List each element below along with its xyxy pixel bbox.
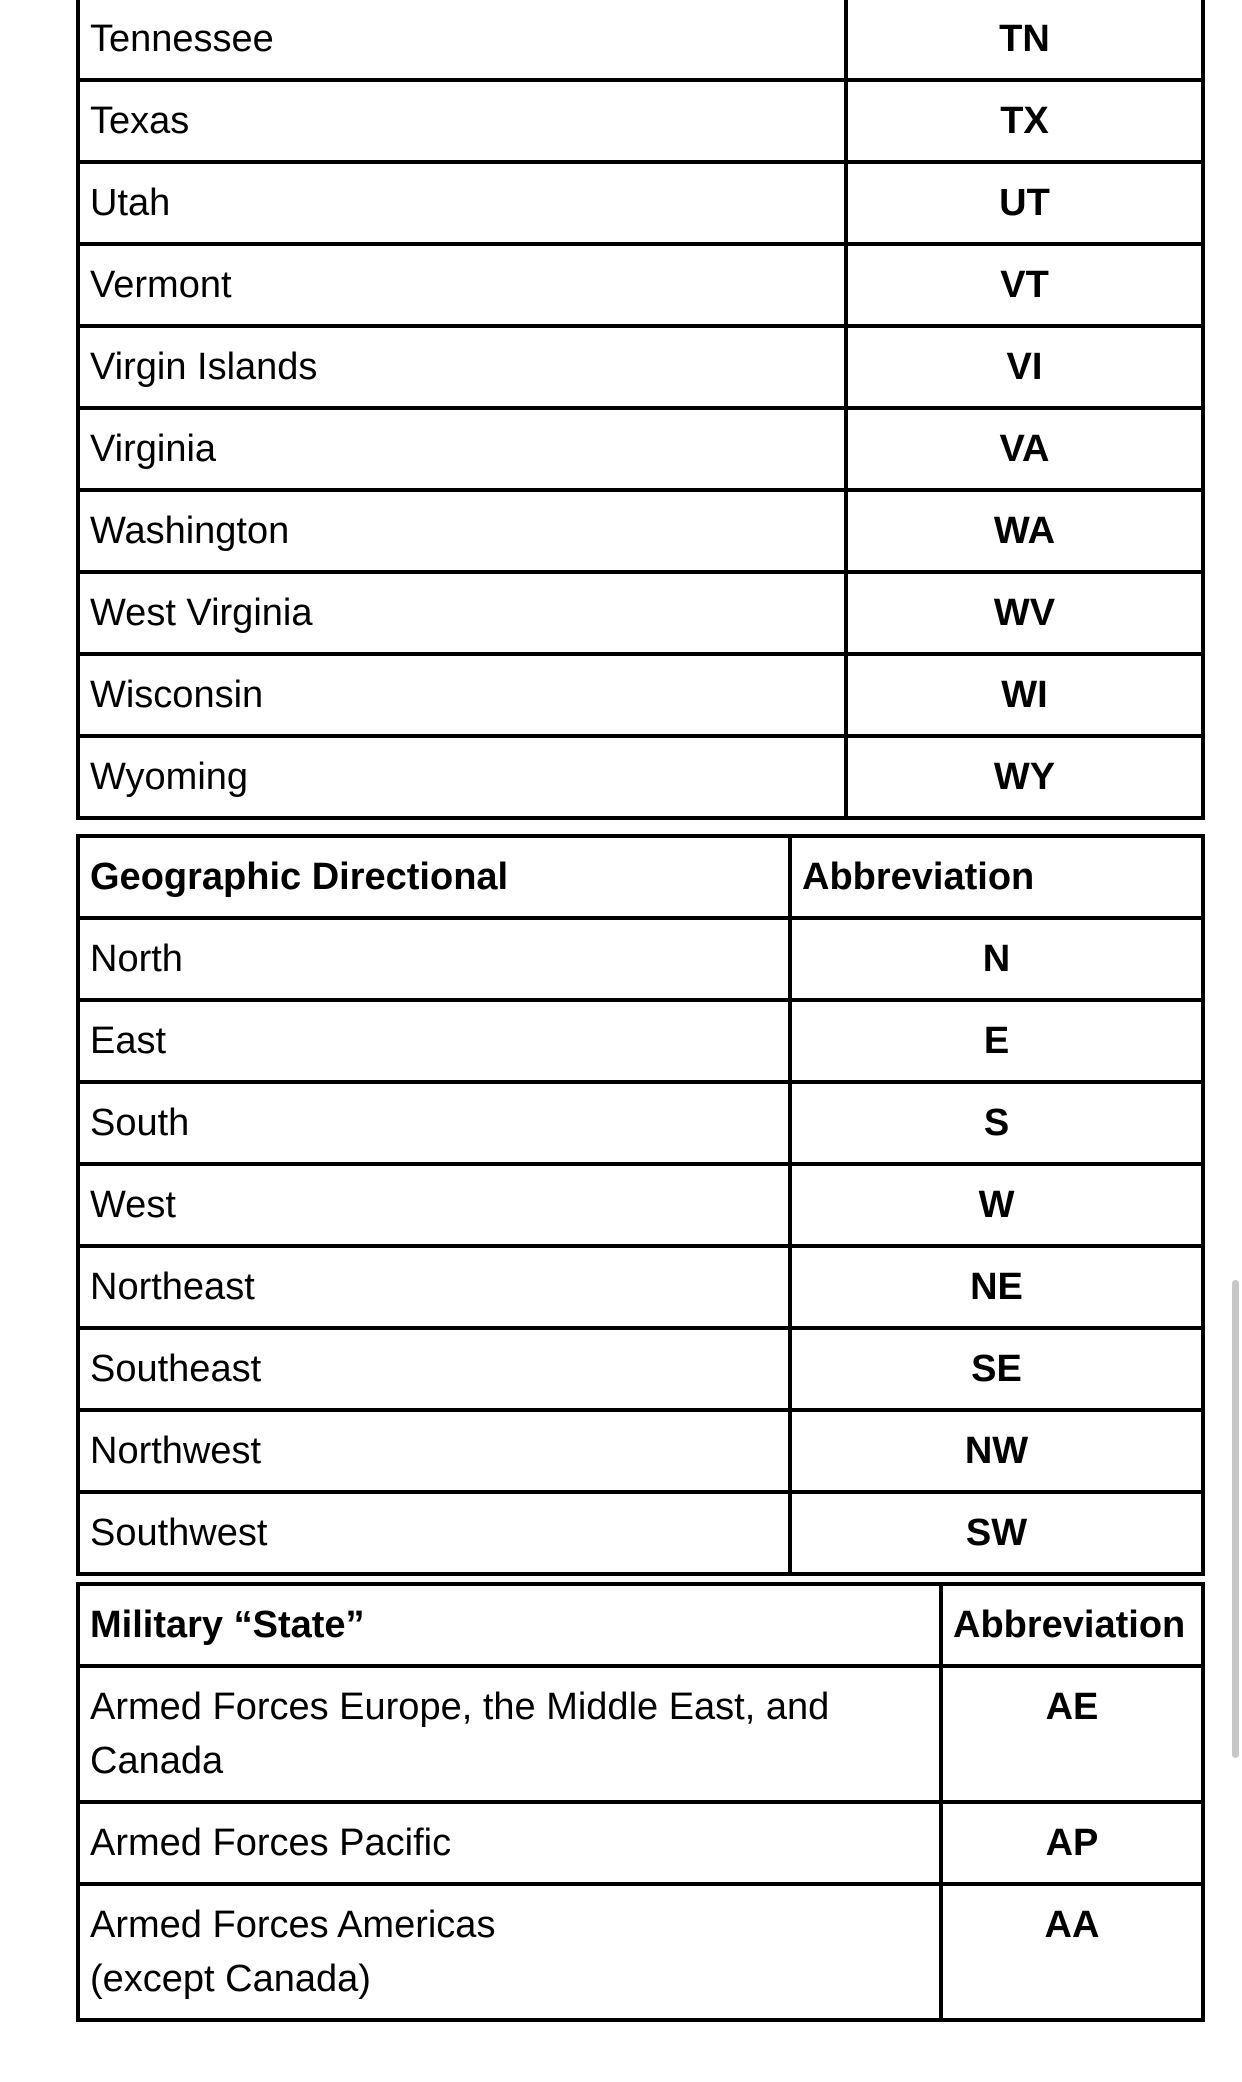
scrollbar[interactable]: [1232, 1280, 1239, 1758]
military-state-header: Military “State”: [78, 1584, 941, 1666]
direction-abbr-cell: N: [790, 918, 1203, 1000]
direction-abbr-cell: E: [790, 1000, 1203, 1082]
state-name-cell: Tennessee: [78, 0, 846, 80]
state-abbr-cell: TX: [846, 80, 1203, 162]
direction-name-cell: Northeast: [78, 1246, 790, 1328]
table-row: [78, 408, 1203, 490]
direction-name-cell: West: [78, 1164, 790, 1246]
direction-abbr-cell: SW: [790, 1492, 1203, 1574]
state-name-cell: Vermont: [78, 244, 846, 326]
military-name-line: Armed Forces Americas: [90, 1904, 496, 1946]
states-table: [76, 0, 1205, 820]
table-row: [78, 1082, 1203, 1164]
state-name-cell: Washington: [78, 490, 846, 572]
table-row: [78, 1328, 1203, 1410]
direction-abbr-cell: W: [790, 1164, 1203, 1246]
table-row: [78, 736, 1203, 818]
table-row: [78, 80, 1203, 162]
direction-name-cell: East: [78, 1000, 790, 1082]
table-row: [78, 0, 1203, 80]
military-name-cell: [78, 1884, 941, 2020]
direction-name-cell: Northwest: [78, 1410, 790, 1492]
table-row: [78, 654, 1203, 736]
state-abbr-cell: TN: [846, 0, 1203, 80]
state-abbr-cell: VI: [846, 326, 1203, 408]
table-row: [78, 1492, 1203, 1574]
table-row: [78, 162, 1203, 244]
military-name-line: (except Canada): [90, 1958, 371, 2000]
state-abbr-cell: VT: [846, 244, 1203, 326]
table-row: [78, 244, 1203, 326]
state-name-cell: Wyoming: [78, 736, 846, 818]
table-row: [78, 918, 1203, 1000]
state-name-cell: Virgin Islands: [78, 326, 846, 408]
abbreviation-header: Abbreviation: [790, 836, 1203, 918]
table-row: [78, 572, 1203, 654]
state-name-cell: Virginia: [78, 408, 846, 490]
military-name-line: Armed Forces Europe, the Middle East, and: [90, 1686, 830, 1728]
state-abbr-cell: UT: [846, 162, 1203, 244]
table-header-row: [78, 1584, 1203, 1666]
military-name-cell: Armed Forces Pacific: [78, 1802, 941, 1884]
directional-header: Geographic Directional: [78, 836, 790, 918]
direction-abbr-cell: S: [790, 1082, 1203, 1164]
military-abbr-cell: AA: [941, 1884, 1203, 2020]
state-abbr-cell: WA: [846, 490, 1203, 572]
table-row: [78, 1246, 1203, 1328]
state-abbr-cell: WI: [846, 654, 1203, 736]
table-row: [78, 1000, 1203, 1082]
table-row: [78, 1884, 1203, 2020]
table-row: [78, 1410, 1203, 1492]
military-abbr-cell: AE: [941, 1666, 1203, 1802]
direction-name-cell: Southeast: [78, 1328, 790, 1410]
table-row: [78, 490, 1203, 572]
military-name-cell: [78, 1666, 941, 1802]
table-row: [78, 1164, 1203, 1246]
state-name-cell: West Virginia: [78, 572, 846, 654]
direction-name-cell: North: [78, 918, 790, 1000]
table-row: [78, 326, 1203, 408]
state-name-cell: Wisconsin: [78, 654, 846, 736]
direction-abbr-cell: NE: [790, 1246, 1203, 1328]
direction-abbr-cell: NW: [790, 1410, 1203, 1492]
military-table: [76, 1582, 1205, 2022]
military-abbr-cell: AP: [941, 1802, 1203, 1884]
state-abbr-cell: WY: [846, 736, 1203, 818]
table-header-row: [78, 836, 1203, 918]
table-row: [78, 1802, 1203, 1884]
direction-abbr-cell: SE: [790, 1328, 1203, 1410]
direction-name-cell: Southwest: [78, 1492, 790, 1574]
table-row: [78, 1666, 1203, 1802]
military-name-line: Canada: [90, 1740, 224, 1782]
state-name-cell: Texas: [78, 80, 846, 162]
state-abbr-cell: VA: [846, 408, 1203, 490]
direction-name-cell: South: [78, 1082, 790, 1164]
state-name-cell: Utah: [78, 162, 846, 244]
directional-table: [76, 834, 1205, 1576]
state-abbr-cell: WV: [846, 572, 1203, 654]
abbreviation-header: Abbreviation: [941, 1584, 1203, 1666]
